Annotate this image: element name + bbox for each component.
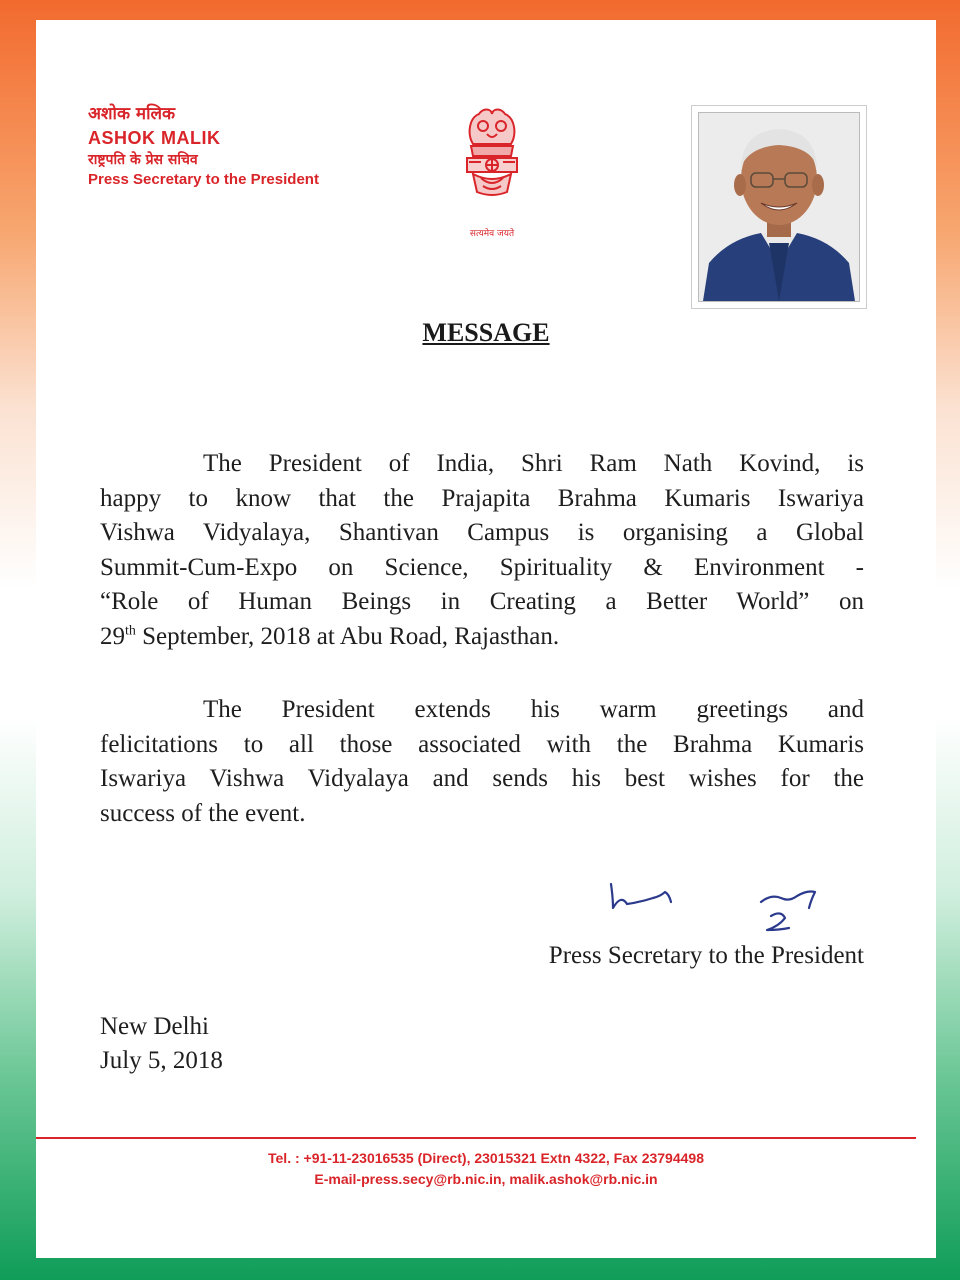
sender-title: Press Secretary to the President: [88, 171, 319, 189]
message-paragraph-1: [100, 447, 864, 654]
footer-divider: [36, 1137, 916, 1139]
footer-phone: Tel. : +91-11-23016535 (Direct), 23015321 Extn 4322, Fax 23794498: [268, 1150, 704, 1166]
lion-capital-icon: [453, 104, 531, 228]
sender-name: ASHOK MALIK: [88, 128, 221, 149]
letter-date: July 5, 2018: [100, 1047, 223, 1074]
paragraph-line: Vishwa Vidyalaya, Shantivan Campus is organising a Global: [100, 519, 864, 546]
signoff-title: Press Secretary to the President: [548, 942, 864, 969]
emblem-motto: सत्यमेव जयते: [469, 229, 515, 239]
paragraph-line: Summit-Cum-Expo on Science, Spirituality & Environment -: [100, 553, 864, 581]
place: New Delhi: [100, 1013, 209, 1040]
footer-contact: [36, 1148, 936, 1190]
place-date-block: [100, 1010, 223, 1078]
sender-name-hindi: अशोक मलिक: [88, 104, 176, 124]
letterhead: [88, 104, 319, 190]
event-date-rest: September, 2018 at Abu Road, Rajasthan.: [135, 622, 560, 650]
message-heading: MESSAGE: [422, 318, 550, 347]
event-day-suffix: th: [125, 623, 136, 639]
handwritten-signature: [601, 858, 831, 948]
paragraph-line: The President extends his warm greetings and: [203, 696, 864, 723]
paragraph-line: Iswariya Vishwa Vidyalaya and sends his best wishes for the: [100, 765, 864, 792]
sender-title-hindi: राष्ट्रपति के प्रेस सचिव: [88, 151, 198, 168]
paragraph-line-date: [100, 620, 864, 655]
president-portrait: [698, 112, 860, 302]
portrait-image: [699, 113, 859, 301]
signature-mark: [601, 858, 831, 948]
event-day: 29: [100, 622, 125, 650]
paragraph-line: happy to know that the Prajapita Brahma Kumaris Iswariya: [100, 484, 864, 512]
national-emblem: [453, 104, 531, 244]
paragraph-line: success of the event.: [100, 799, 306, 827]
paragraph-line: The President of India, Shri Ram Nath Kovind, is: [203, 450, 864, 477]
paragraph-line: felicitations to all those associated with the Brahma Kumaris: [100, 730, 864, 758]
paragraph-line: “Role of Human Beings in Creating a Better World” on: [100, 588, 864, 615]
letter-page: [36, 20, 936, 1258]
message-paragraph-2: [100, 693, 864, 831]
footer-email: E-mail-press.secy@rb.nic.in, malik.ashok@rb.nic.in: [314, 1171, 658, 1187]
